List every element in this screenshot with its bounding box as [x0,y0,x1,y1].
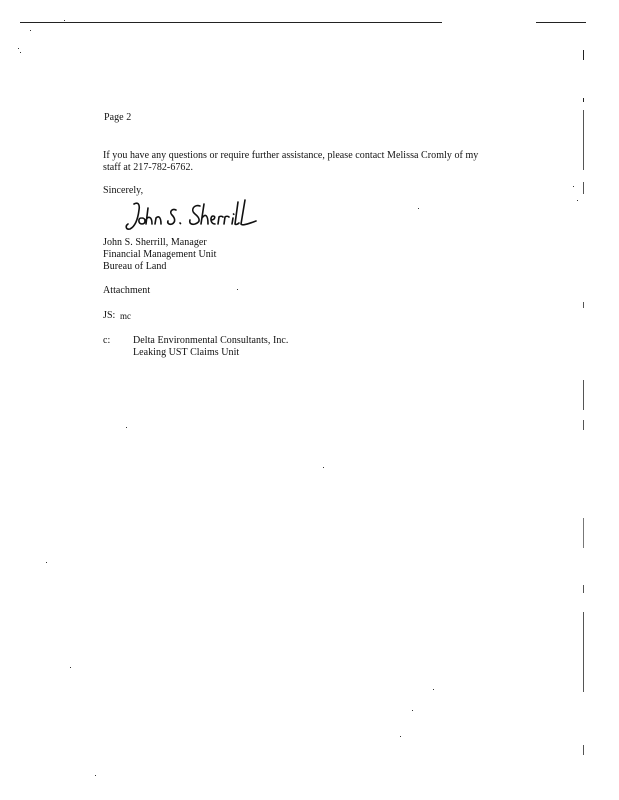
scan-speck [418,208,419,209]
scan-right-edge-mark [583,302,584,308]
scan-top-rule-right [536,22,586,23]
initials-value: mc [120,311,132,321]
scan-speck [323,467,324,468]
closing-salutation: Sincerely, [103,185,144,196]
scan-speck [20,52,21,53]
scan-speck [573,186,574,187]
scan-right-edge-mark [583,110,584,170]
signatory-name-title: John S. Sherrill, Manager [103,237,207,248]
scan-speck [70,667,71,668]
cc-recipient: Delta Environmental Consultants, Inc. [133,335,289,346]
scan-speck [18,48,19,49]
scan-right-edge-mark [583,585,584,593]
scan-speck [412,710,413,711]
scan-top-rule [20,22,442,23]
scan-speck [237,289,238,290]
signatory-bureau: Bureau of Land [103,261,167,272]
cc-recipient: Leaking UST Claims Unit [133,347,240,358]
scan-speck [95,775,96,776]
body-text-line-2: staff at 217-782-6762. [103,162,194,173]
scan-right-edge-mark [583,50,584,60]
page-number: Page 2 [104,112,132,123]
scan-speck [577,200,578,201]
scan-right-edge-mark [583,612,584,692]
scan-speck [30,30,31,31]
scan-right-edge-mark [583,98,584,102]
scan-speck [126,427,127,428]
scan-speck [433,689,434,690]
scan-right-edge-mark [583,182,584,194]
attachment-label: Attachment [103,285,151,296]
scan-right-edge-mark [583,745,584,755]
scan-right-edge-mark [583,380,584,410]
scan-speck [400,736,401,737]
body-text-line-1: If you have any questions or require further assistance, please contact Melissa Cromly of my [103,150,479,161]
signatory-unit: Financial Management Unit [103,249,217,260]
scan-right-edge-mark [583,420,584,430]
cc-label: c: [103,335,111,346]
scan-right-edge-mark [583,518,584,548]
initials-label: JS: [103,310,116,321]
scan-speck [46,562,47,563]
handwritten-signature [124,196,264,232]
scan-speck [64,20,65,21]
